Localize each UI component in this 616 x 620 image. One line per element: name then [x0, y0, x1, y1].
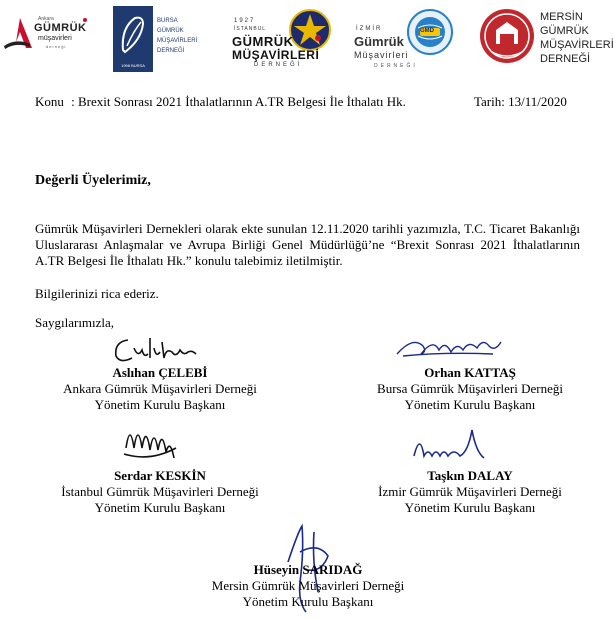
- istanbul-city: İSTANBUL: [234, 26, 267, 32]
- bursa-logo-text: [157, 16, 197, 56]
- signature-kattas: [330, 365, 610, 413]
- ankara-logo-line3: müşavirleri: [38, 35, 72, 42]
- signer-org: Mersin Gümrük Müşavirleri Derneği: [211, 578, 405, 593]
- signer-name: Aslıhan ÇELEBİ: [112, 365, 208, 380]
- subject-label: Konu: [35, 94, 64, 109]
- izmir-city: İZMİR: [356, 26, 383, 32]
- bursa-emblem: [113, 6, 153, 72]
- signer-role: Yönetim Kurulu Başkanı: [242, 594, 374, 609]
- signature-keskin-icon: [120, 418, 180, 468]
- signer-org: İstanbul Gümrük Müşavirleri Derneği: [61, 484, 259, 499]
- info-line: Bilgilerinizi rica ederiz.: [35, 286, 159, 301]
- izmir-badge: GMD: [420, 28, 434, 34]
- istanbul-logo-line2: MÜŞAVİRLERİ: [232, 48, 320, 62]
- signer-name: Taşkın DALAY: [427, 468, 513, 483]
- closing-line: Saygılarımızla,: [35, 315, 115, 330]
- mersin-logo-line4: DERNEĞİ: [540, 53, 591, 65]
- signer-name: Serdar KESKİN: [114, 468, 206, 483]
- ankara-logo-line4: derneği: [46, 44, 67, 49]
- bursa-logo-line2: GÜMRÜK: [157, 28, 184, 34]
- bursa-leaf-icon: [113, 10, 153, 60]
- subject-line: [35, 94, 406, 110]
- main-paragraph: Gümrük Müşavirleri Dernekleri olarak ekte sunulan 12.11.2020 tarihli yazımızla, T.C. Ticaret Bakanlığı Uluslararası Anlaşmalar ve Avrupa Birliği Genel Müdürlüğü’ne “Brexit Sonrası 2021 İthalatlarının A.TR Belgesi İle İthalatı Hk.” konulu talebimiz iletilmiştir.: [35, 221, 580, 268]
- mersin-logo-line3: MÜŞAVİRLERİ: [540, 39, 614, 51]
- istanbul-logo-line3: DERNEĞİ: [254, 62, 303, 68]
- ankara-logo-line1: Ankara: [38, 16, 54, 22]
- signature-saridag: [168, 562, 448, 610]
- signature-dalay: [330, 468, 610, 516]
- signer-name: Hüseyin SARIDAĞ: [253, 562, 363, 577]
- signer-role: Yönetim Kurulu Başkanı: [404, 500, 536, 515]
- signer-org: İzmir Gümrük Müşavirleri Derneği: [378, 484, 562, 499]
- bursa-logo-line1: BURSA: [157, 18, 178, 24]
- signature-celebi-icon: [110, 334, 210, 366]
- istanbul-year: 1927: [234, 18, 256, 24]
- signer-name: Orhan KATTAŞ: [424, 365, 516, 380]
- signature-kattas-icon: [393, 332, 503, 362]
- greeting: Değerli Üyelerimiz,: [35, 173, 151, 188]
- signature-celebi: [20, 365, 300, 413]
- mersin-logo-line1: MERSİN: [540, 11, 583, 23]
- ankara-emblem-icon: [2, 16, 36, 56]
- signature-dalay-icon: [410, 422, 490, 466]
- izmir-logo-line1: Gümrük: [354, 34, 404, 49]
- mersin-logo-text: [540, 10, 614, 66]
- bursa-logo-line3: MÜŞAVİRLERİ: [157, 38, 198, 44]
- ankara-logo: [2, 14, 92, 59]
- signer-org: Ankara Gümrük Müşavirleri Derneği: [63, 381, 257, 396]
- bursa-year: 1998 BURSA: [121, 63, 145, 68]
- signature-keskin: [20, 468, 300, 516]
- izmir-logo-line3: DERNEĞİ: [374, 63, 418, 69]
- ankara-dot-icon: [83, 18, 87, 22]
- mersin-seal-icon: [478, 4, 536, 70]
- istanbul-logo: [230, 8, 340, 70]
- subject-text: : Brexit Sonrası 2021 İthalatlarının A.TR Belgesi İle İthalatı Hk.: [71, 94, 406, 109]
- izmir-logo: [354, 8, 466, 72]
- bursa-logo: [113, 6, 213, 72]
- signer-org: Bursa Gümrük Müşavirleri Derneği: [377, 381, 563, 396]
- istanbul-star-icon: [288, 8, 332, 52]
- document-date: Tarih: 13/11/2020: [474, 94, 567, 109]
- izmir-logo-line2: Müşavirleri: [354, 50, 409, 60]
- signer-role: Yönetim Kurulu Başkanı: [94, 500, 226, 515]
- ankara-logo-line2: GÜMRÜK: [34, 22, 87, 34]
- istanbul-logo-line1: GÜMRÜK: [232, 34, 294, 49]
- mersin-logo: [478, 4, 614, 76]
- mersin-logo-line2: GÜMRÜK: [540, 25, 589, 37]
- signer-role: Yönetim Kurulu Başkanı: [94, 397, 226, 412]
- signer-role: Yönetim Kurulu Başkanı: [404, 397, 536, 412]
- bursa-logo-line4: DERNEĞİ: [157, 48, 185, 54]
